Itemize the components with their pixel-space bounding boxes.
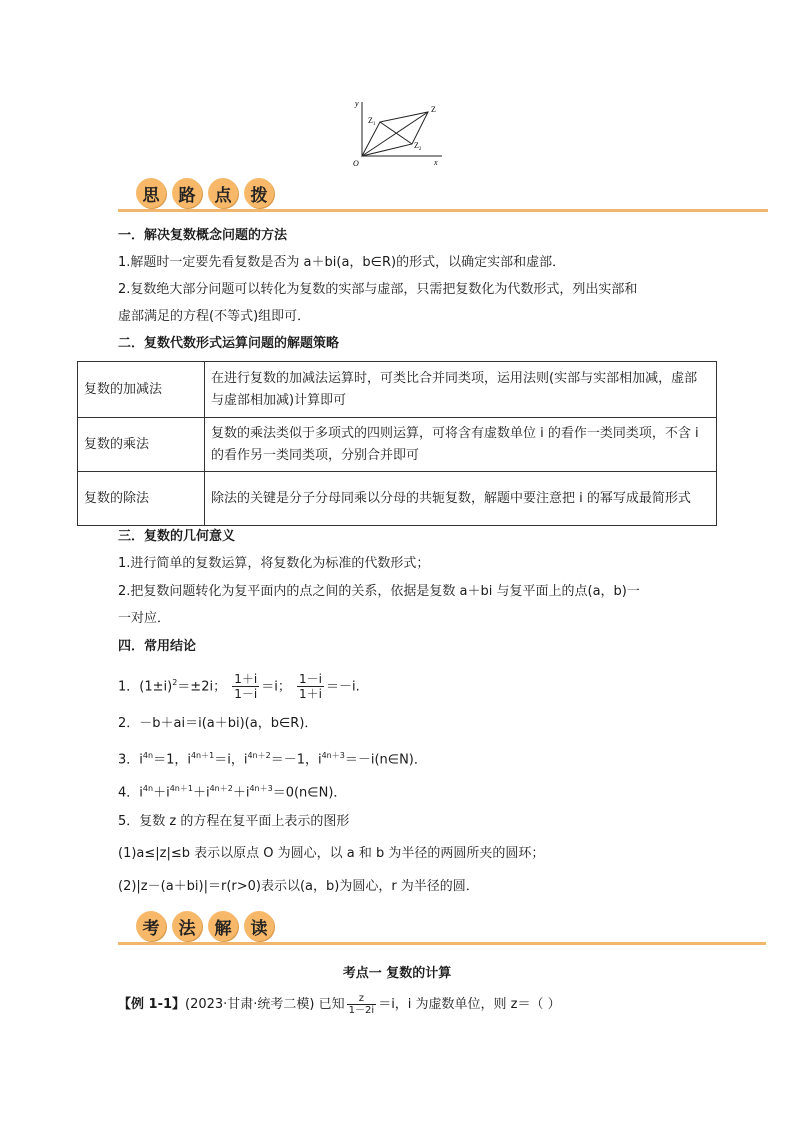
section1-item2a: 2.复数绝大部分问题可以转化为复数的实部与虚部，只需把复数化为代数形式，列出实部和: [118, 282, 638, 297]
formula-text: ＋i: [153, 785, 170, 801]
banner-rule: [118, 942, 766, 945]
example-text: ＝i，i 为虚数单位，则 z＝（ ）: [378, 997, 561, 1012]
table-key: 复数的加减法: [78, 362, 205, 418]
point-z2-label: $Z_2$: [414, 141, 422, 152]
section3-item2b: 一对应．: [118, 611, 171, 626]
section1-heading: 一．解决复数概念问题的方法: [118, 228, 288, 243]
formula-text: ＋i: [232, 785, 250, 801]
table-value: 复数的乘法类似于多项式的四则运算，可将含有虚数单位 i 的看作一类同类项，不含 i 的看作另一类同类项，分别合并即可: [205, 418, 717, 472]
origin-label: O: [353, 159, 359, 168]
formula-sup: 4n＋2: [209, 784, 233, 793]
strategy-table: [77, 361, 717, 526]
formula-sup: 4n＋3: [321, 751, 345, 760]
y-axis-label: y: [355, 99, 359, 108]
fraction-denominator: 1＋i: [298, 687, 322, 702]
example-text: 已知: [318, 997, 345, 1012]
formula-sup: 2: [172, 678, 178, 687]
formula-text: ＋i: [192, 785, 210, 801]
formula-text: ＝－i(n∈N)．: [344, 752, 427, 768]
banner-char: 思: [136, 178, 166, 208]
formula-5-2: (2)|z－(a＋bi)|＝r(r>0)表示以(a，b)为圆心，r 为半径的圆．: [118, 879, 479, 894]
formula-sup: 4n: [142, 751, 154, 760]
table-key: 复数的除法: [78, 472, 205, 526]
section2-heading: 二．复数代数形式运算问题的解题策略: [118, 336, 340, 351]
example-source: (2023·甘肃·统考二模): [185, 997, 315, 1012]
formula-text: ＝－1，i: [270, 752, 322, 768]
example-1-1: [118, 990, 561, 1020]
table-key: 复数的乘法: [78, 418, 205, 472]
formula-sup: 4n＋2: [247, 751, 271, 760]
complex-plane-figure: [350, 96, 450, 168]
fraction: [347, 993, 377, 1016]
banner-char: 读: [244, 911, 274, 941]
kaodian-title: 考点一 复数的计算: [342, 966, 452, 981]
fraction-numerator: 1－i: [298, 672, 322, 687]
formula-1: [118, 668, 360, 702]
formula-text: ＝±2i；: [177, 679, 227, 695]
table-row: [78, 362, 717, 418]
table-value: 除法的关键是分子分母同乘以分母的共轭复数，解题中要注意把 i 的幂写成最简形式: [205, 472, 717, 526]
fraction: [232, 672, 259, 701]
banner-char: 点: [208, 178, 238, 208]
table-row: [78, 472, 717, 526]
section3-heading: 三．复数的几何意义: [118, 529, 236, 544]
fraction-denominator: 1－2i: [348, 1005, 375, 1016]
section3-item1: 1.进行简单的复数运算，将复数化为标准的代数形式；: [118, 556, 430, 571]
formula-2: 2．－b＋ai＝i(a＋bi)(a，b∈R)．: [118, 716, 318, 731]
table-row: [78, 418, 717, 472]
fraction-denominator: 1－i: [234, 687, 258, 702]
section1-item1: 1.解题时一定要先看复数是否为 a＋bi(a，b∈R)的形式，以确定实部和虚部．: [118, 255, 566, 270]
banner-char: 拨: [244, 178, 274, 208]
table-value: 在进行复数的加减法运算时，可类比合并同类项，运用法则(实部与实部相加减，虚部与虚部相加减)计算即可: [205, 362, 717, 418]
fraction-numerator: z: [347, 993, 377, 1005]
section1-item2b: 虚部满足的方程(不等式)组即可．: [118, 309, 311, 324]
section-banner-kaofa: [118, 911, 766, 947]
formula-3: [118, 747, 427, 769]
formula-text: ＝i，i: [214, 752, 248, 768]
formula-sup: 4n＋3: [249, 784, 273, 793]
point-z1-label: $Z_1$: [368, 116, 376, 127]
formula-4: [118, 780, 346, 802]
formula-text: 3．i: [118, 752, 143, 768]
formula-sup: 4n＋1: [169, 784, 193, 793]
formula-text: ＝1，i: [153, 752, 191, 768]
formula-5: 5．复数 z 的方程在复平面上表示的图形: [118, 814, 350, 829]
formula-sup: 4n＋1: [190, 751, 215, 760]
formula-text: 1．(1±i): [118, 679, 173, 695]
point-z-label: Z: [431, 105, 436, 114]
x-axis-label: x: [434, 158, 438, 167]
banner-char: 考: [136, 911, 166, 941]
formula-sup: 4n: [142, 784, 154, 793]
formula-text: 4．i: [118, 785, 143, 801]
formula-text: ＝i；: [261, 679, 291, 695]
formula-text: ＝－i.: [325, 679, 360, 695]
example-tag: 【例 1-1】: [118, 997, 186, 1012]
formula-5-1: (1)a≤|z|≤b 表示以原点 O 为圆心，以 a 和 b 为半径的两圆所夹的圆环；: [118, 846, 545, 861]
section3-item2a: 2.把复数问题转化为复平面内的点之间的关系，依据是复数 a＋bi 与复平面上的点(a，b)一: [118, 584, 640, 599]
fraction: [297, 672, 324, 701]
section-banner-silu: [118, 178, 768, 214]
banner-char: 解: [208, 911, 238, 941]
fraction-numerator: 1＋i: [234, 672, 258, 687]
section4-heading: 四．常用结论: [118, 639, 197, 654]
banner-char: 路: [172, 178, 202, 208]
banner-char: 法: [172, 911, 202, 941]
formula-text: ＝0(n∈N)．: [272, 785, 347, 801]
banner-rule: [118, 209, 768, 212]
